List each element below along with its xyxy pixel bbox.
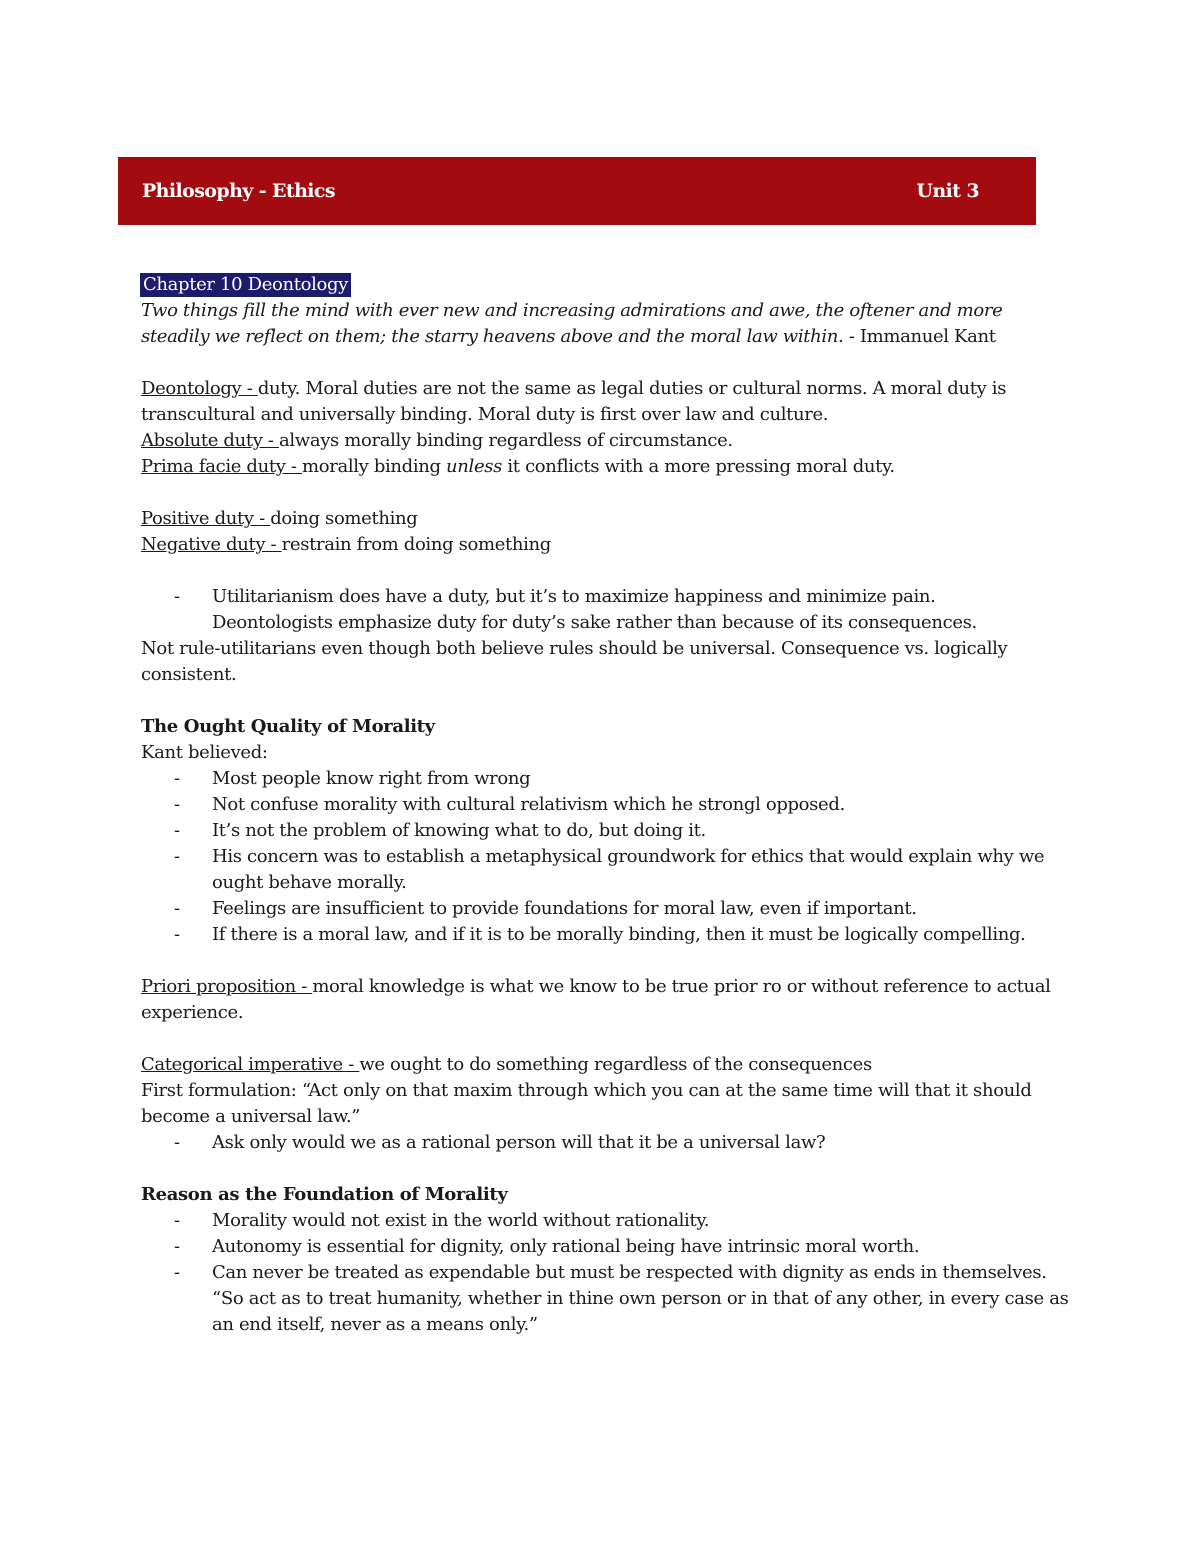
ought-intro: Kant believed: [141, 742, 268, 763]
ought-list [141, 766, 1076, 948]
term-deontology: Deontology - [141, 378, 258, 399]
term-negative-duty: Negative duty - [141, 534, 282, 555]
def-deontology [141, 376, 1076, 428]
quote-text: Two things fill the mind with ever new and increasing admirations and awe, the oftener and more steadily we reflect on them; the starry heavens above and the moral law within. [141, 300, 1003, 347]
list-item: - Autonomy is essential for dignity, only rational being have intrinsic moral worth. [141, 1234, 1076, 1260]
list-item: - Morality would not exist in the world without rationality. [141, 1208, 1076, 1234]
course-title: Philosophy - Ethics [142, 180, 335, 202]
categorical-list [141, 1130, 1076, 1156]
def-categorical [141, 1052, 1076, 1078]
chapter-title: Chapter 10 Deontology [140, 273, 351, 297]
def-prima-facie-before: morally binding [302, 456, 447, 477]
quote-author: - Immanuel Kant [843, 326, 996, 347]
def-positive-duty [141, 506, 1076, 532]
list-item: - Can never be treated as expendable but must be respected with dignity as ends in themselves. [141, 1260, 1076, 1286]
utilitarian-continuation: Deontologists emphasize duty for duty’s sake rather than because of its consequences. [212, 612, 977, 633]
list-item: - Most people know right from wrong [141, 766, 1076, 792]
ought-heading: The Ought Quality of Morality [141, 716, 435, 737]
utilitarian-list [141, 584, 1076, 610]
list-item: - If there is a moral law, and if it is to be morally binding, then it must be logically compelling. [141, 922, 1076, 948]
reason-heading: Reason as the Foundation of Morality [141, 1184, 508, 1205]
utilitarian-note: Not rule-utilitarians even though both believe rules should be universal. Consequence vs. logically consistent. [141, 638, 1008, 685]
list-item: - His concern was to establish a metaphysical groundwork for ethics that would explain why we ought behave morally. [141, 844, 1076, 896]
def-categorical-text: we ought to do something regardless of the consequences [359, 1054, 872, 1075]
first-formulation: First formulation: “Act only on that maxim through which you can at the same time will that it should become a universal law.” [141, 1080, 1032, 1127]
chapter-heading-line [141, 272, 1076, 298]
term-prima-facie: Prima facie duty - [141, 456, 302, 477]
def-priori-text: moral knowledge is what we know to be true prior ro or without reference to actual experience. [141, 976, 1051, 1023]
document-body [141, 272, 1076, 1338]
list-item: - Not confuse morality with cultural relativism which he strongl opposed. [141, 792, 1076, 818]
def-prima-facie-emphasis: unless [446, 456, 503, 477]
def-absolute-duty [141, 428, 1076, 454]
def-negative-duty [141, 532, 1076, 558]
kant-quote [141, 298, 1076, 350]
term-absolute-duty: Absolute duty - [141, 430, 279, 451]
unit-label: Unit 3 [916, 180, 979, 202]
term-categorical: Categorical imperative - [141, 1054, 360, 1075]
def-absolute-duty-text: always morally binding regardless of circumstance. [279, 430, 733, 451]
header-banner [118, 157, 1036, 225]
def-prima-facie [141, 454, 1076, 480]
list-item: - It’s not the problem of knowing what to do, but doing it. [141, 818, 1076, 844]
def-prima-facie-after: it conflicts with a more pressing moral duty. [502, 456, 895, 477]
reason-list [141, 1208, 1076, 1286]
def-positive-duty-text: doing something [270, 508, 418, 529]
def-negative-duty-text: restrain from doing something [281, 534, 551, 555]
list-item: - Utilitarianism does have a duty, but it’s to maximize happiness and minimize pain. [141, 584, 1076, 610]
humanity-quote: “So act as to treat humanity, whether in thine own person or in that of any other, in every case as an end itself, never as a means only.” [212, 1288, 1069, 1335]
term-priori: Priori proposition - [141, 976, 313, 997]
list-item: - Feelings are insufficient to provide foundations for moral law, even if important. [141, 896, 1076, 922]
list-item: - Ask only would we as a rational person will that it be a universal law? [141, 1130, 1076, 1156]
term-positive-duty: Positive duty - [141, 508, 271, 529]
def-priori [141, 974, 1076, 1026]
def-deontology-text: duty. Moral duties are not the same as legal duties or cultural norms. A moral duty is transcultural and universally binding. Moral duty is first over law and culture. [141, 378, 1007, 425]
